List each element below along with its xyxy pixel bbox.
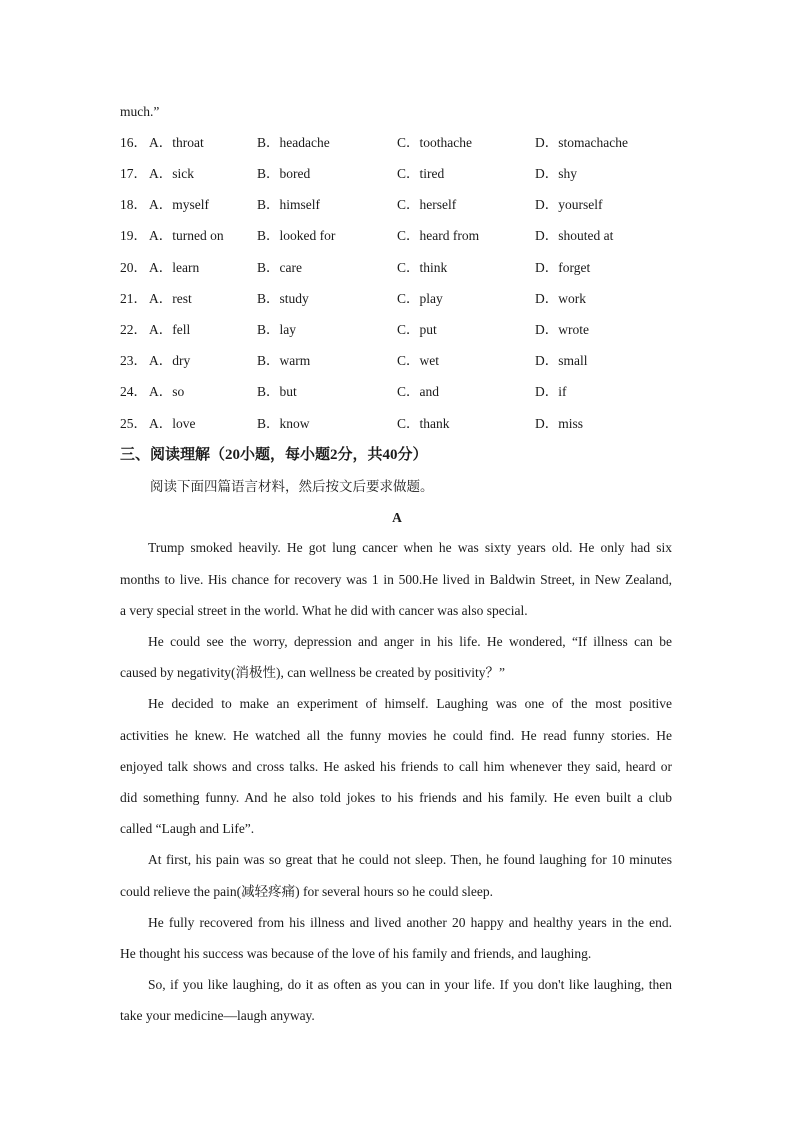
question-25-options: [120, 416, 680, 432]
option-a: A．sick: [149, 166, 194, 181]
option-b: B．care: [257, 260, 302, 275]
option-c: C．think: [397, 260, 448, 275]
passage-line: caused by negativity(消极性), can wellness be created by positivity？”: [120, 665, 506, 680]
question-number: 19．: [120, 228, 147, 243]
passage-line: months to live. His chance for recovery was 1 in 500.He lived in Baldwin Street, in New Zealand,: [120, 572, 672, 587]
option-c: C．tired: [397, 166, 445, 181]
option-d: D．small: [535, 353, 588, 368]
option-a: A．love: [149, 416, 196, 431]
passage-line: At first, his pain was so great that he could not sleep. Then, he found laughing for 10 minutes: [148, 852, 672, 867]
passage-line: So, if you like laughing, do it as often as you can in your life. If you don't like laughing, then: [148, 977, 672, 992]
option-c: C．and: [397, 384, 439, 399]
passage-line: He could see the worry, depression and anger in his life. He wondered, “If illness can be: [148, 634, 672, 649]
question-17-options: [120, 166, 680, 182]
passage-line: did something funny. And he also told jokes to his friends and his family. He even built a club: [120, 790, 672, 805]
question-19-options: [120, 228, 680, 244]
option-b: B．looked for: [257, 228, 336, 243]
passage-line: enjoyed talk shows and cross talks. He asked his friends to call him whenever they said, heard or: [120, 759, 672, 774]
question-number: 17．: [120, 166, 147, 181]
section-title: 三、阅读理解（20小题，每小题2分，共40分）: [120, 447, 428, 463]
question-number: 18．: [120, 197, 147, 212]
passage-line: take your medicine—laugh anyway.: [120, 1008, 315, 1023]
option-d: D．work: [535, 291, 586, 306]
option-c: C．wet: [397, 353, 439, 368]
option-a: A．fell: [149, 322, 191, 337]
option-c: C．herself: [397, 197, 457, 212]
option-b: B．know: [257, 416, 310, 431]
option-c: C．play: [397, 291, 443, 306]
option-b: B．headache: [257, 135, 330, 150]
option-b: B．warm: [257, 353, 311, 368]
top-fragment: much.”: [120, 104, 160, 119]
option-a: A．turned on: [149, 228, 224, 243]
option-c: C．put: [397, 322, 437, 337]
option-a: A．learn: [149, 260, 200, 275]
option-a: A．throat: [149, 135, 204, 150]
option-b: B．lay: [257, 322, 296, 337]
passage-line: a very special street in the world. What he did with cancer was also special.: [120, 603, 528, 618]
option-d: D．shy: [535, 166, 578, 181]
question-24-options: [120, 384, 680, 400]
passage-line: activities he knew. He watched all the funny movies he could find. He read funny stories. He: [120, 728, 672, 743]
question-16-options: [120, 135, 680, 151]
question-18-options: [120, 197, 680, 213]
section-instruction: 阅读下面四篇语言材料，然后按文后要求做题。: [150, 479, 434, 494]
passage-line: He thought his success was because of the love of his family and friends, and laughing.: [120, 946, 592, 961]
option-d: D．stomachache: [535, 135, 628, 150]
option-d: D．miss: [535, 416, 584, 431]
option-d: D．if: [535, 384, 567, 399]
option-b: B．study: [257, 291, 309, 306]
option-d: D．wrote: [535, 322, 589, 337]
question-number: 23．: [120, 353, 147, 368]
option-d: D．forget: [535, 260, 591, 275]
option-d: D．yourself: [535, 197, 603, 212]
question-23-options: [120, 353, 680, 369]
option-b: B．but: [257, 384, 297, 399]
question-22-options: [120, 322, 680, 338]
option-c: C．heard from: [397, 228, 480, 243]
option-b: B．himself: [257, 197, 320, 212]
passage-title: A: [392, 510, 402, 525]
option-c: C．thank: [397, 416, 450, 431]
question-number: 24．: [120, 384, 147, 399]
option-b: B．bored: [257, 166, 311, 181]
option-c: C．toothache: [397, 135, 472, 150]
question-number: 20．: [120, 260, 147, 275]
option-a: A．rest: [149, 291, 192, 306]
passage-line: called “Laugh and Life”.: [120, 821, 255, 836]
question-number: 21．: [120, 291, 147, 306]
passage-line: Trump smoked heavily. He got lung cancer when he was sixty years old. He only had six: [148, 540, 672, 555]
option-a: A．myself: [149, 197, 209, 212]
question-number: 16．: [120, 135, 147, 150]
question-21-options: [120, 291, 680, 307]
question-number: 22．: [120, 322, 147, 337]
option-a: A．so: [149, 384, 185, 399]
question-number: 25．: [120, 416, 147, 431]
passage-line: He decided to make an experiment of himself. Laughing was one of the most positive: [148, 696, 672, 711]
passage-line: He fully recovered from his illness and lived another 20 happy and healthy years in the end.: [148, 915, 672, 930]
option-a: A．dry: [149, 353, 191, 368]
question-20-options: [120, 260, 680, 276]
passage-line: could relieve the pain(减轻疼痛) for several hours so he could sleep.: [120, 884, 494, 899]
option-d: D．shouted at: [535, 228, 614, 243]
